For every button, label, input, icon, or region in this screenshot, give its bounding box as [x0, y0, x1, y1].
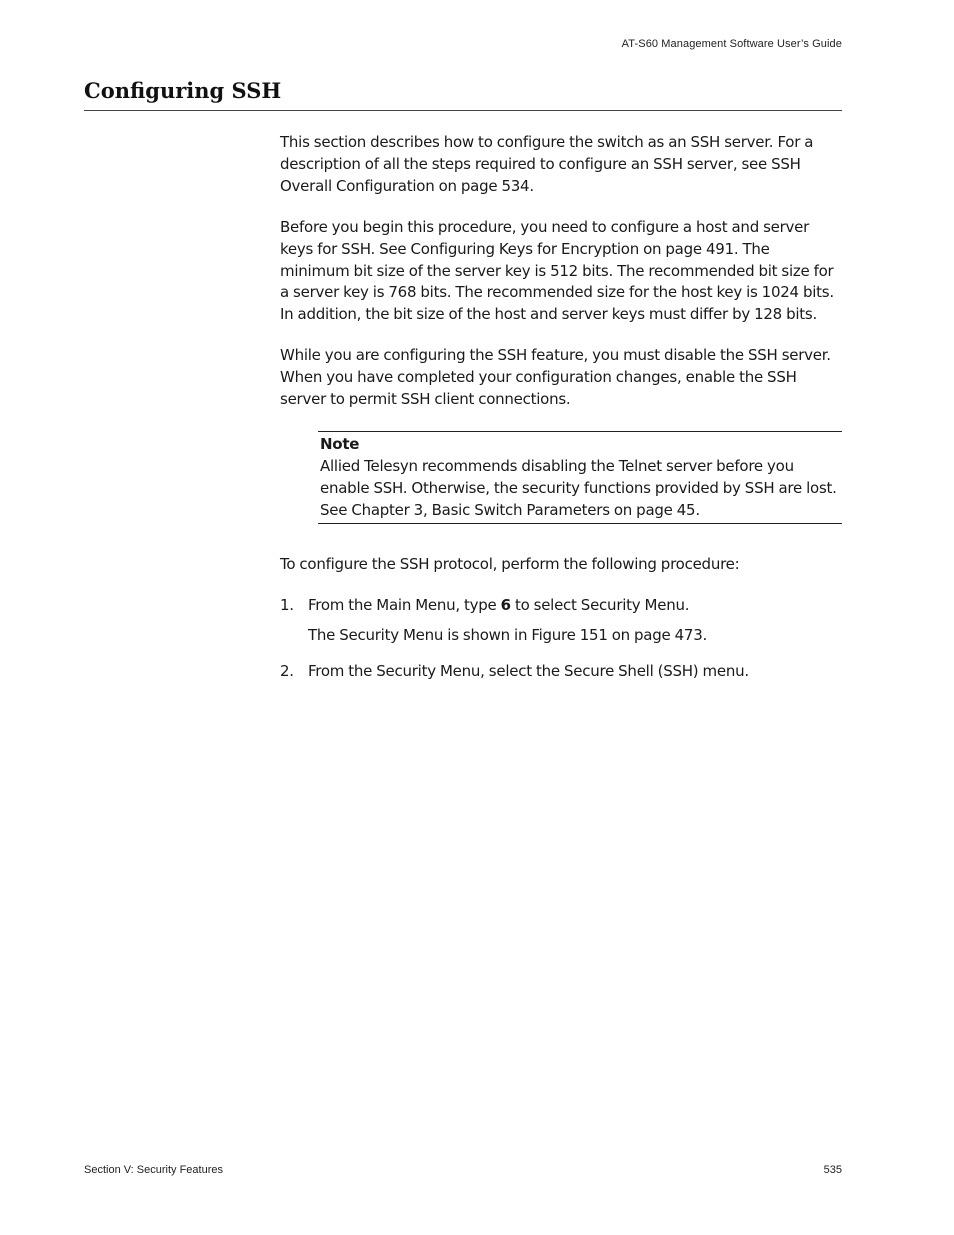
disable-server-paragraph: While you are configuring the SSH feature, you must disable the SSH server. When you have completed your configuration changes, enable the SSH server to permit SSH client connections. — [280, 346, 831, 409]
step-text-before: From the Main Menu, type — [308, 595, 501, 614]
note-text: Allied Telesyn recommends disabling the Telnet server before you enable SSH. Otherwise, the security functions provided by SSH are lost. See Chapter 3, Basic Switch Parameters on page 45. — [320, 456, 837, 519]
prerequisite-paragraph: Before you begin this procedure, you need to configure a host and server keys for SSH. See Configuring Keys for Encryption on page 491. The minimum bit size of the server key is 512 bits. The recommended bit size for a server key is 768 bits. The recommended size for the host key is 1024 bits. In addition, the bit size of the host and server keys must differ by 128 bits. — [280, 217, 834, 324]
step-item — [280, 661, 842, 683]
procedure-steps — [280, 595, 842, 684]
step-number: 2. — [280, 662, 294, 681]
footer-section-label: Section V: Security Features — [84, 1164, 223, 1176]
step-text: From the Security Menu, select the Secure Shell (SSH) menu. — [308, 662, 749, 681]
step-subtext: The Security Menu is shown in Figure 151 on page 473. — [308, 626, 708, 645]
note-box — [318, 431, 842, 524]
running-header: AT-S60 Management Software User’s Guide — [621, 38, 842, 50]
footer-page-number: 535 — [823, 1164, 842, 1176]
procedure-intro: To configure the SSH protocol, perform the following procedure: — [280, 554, 740, 573]
step-text-after: to select Security Menu. — [510, 595, 690, 614]
note-heading: Note — [320, 434, 360, 453]
body-column — [280, 132, 842, 697]
section-title: Configuring SSH — [84, 78, 282, 103]
menu-key: 6 — [500, 595, 511, 614]
title-rule — [84, 110, 842, 111]
intro-paragraph: This section describes how to configure the switch as an SSH server. For a description of all the steps required to configure an SSH server, see SSH Overall Configuration on page 534. — [280, 133, 814, 195]
step-item — [280, 595, 842, 648]
step-number: 1. — [280, 595, 294, 614]
